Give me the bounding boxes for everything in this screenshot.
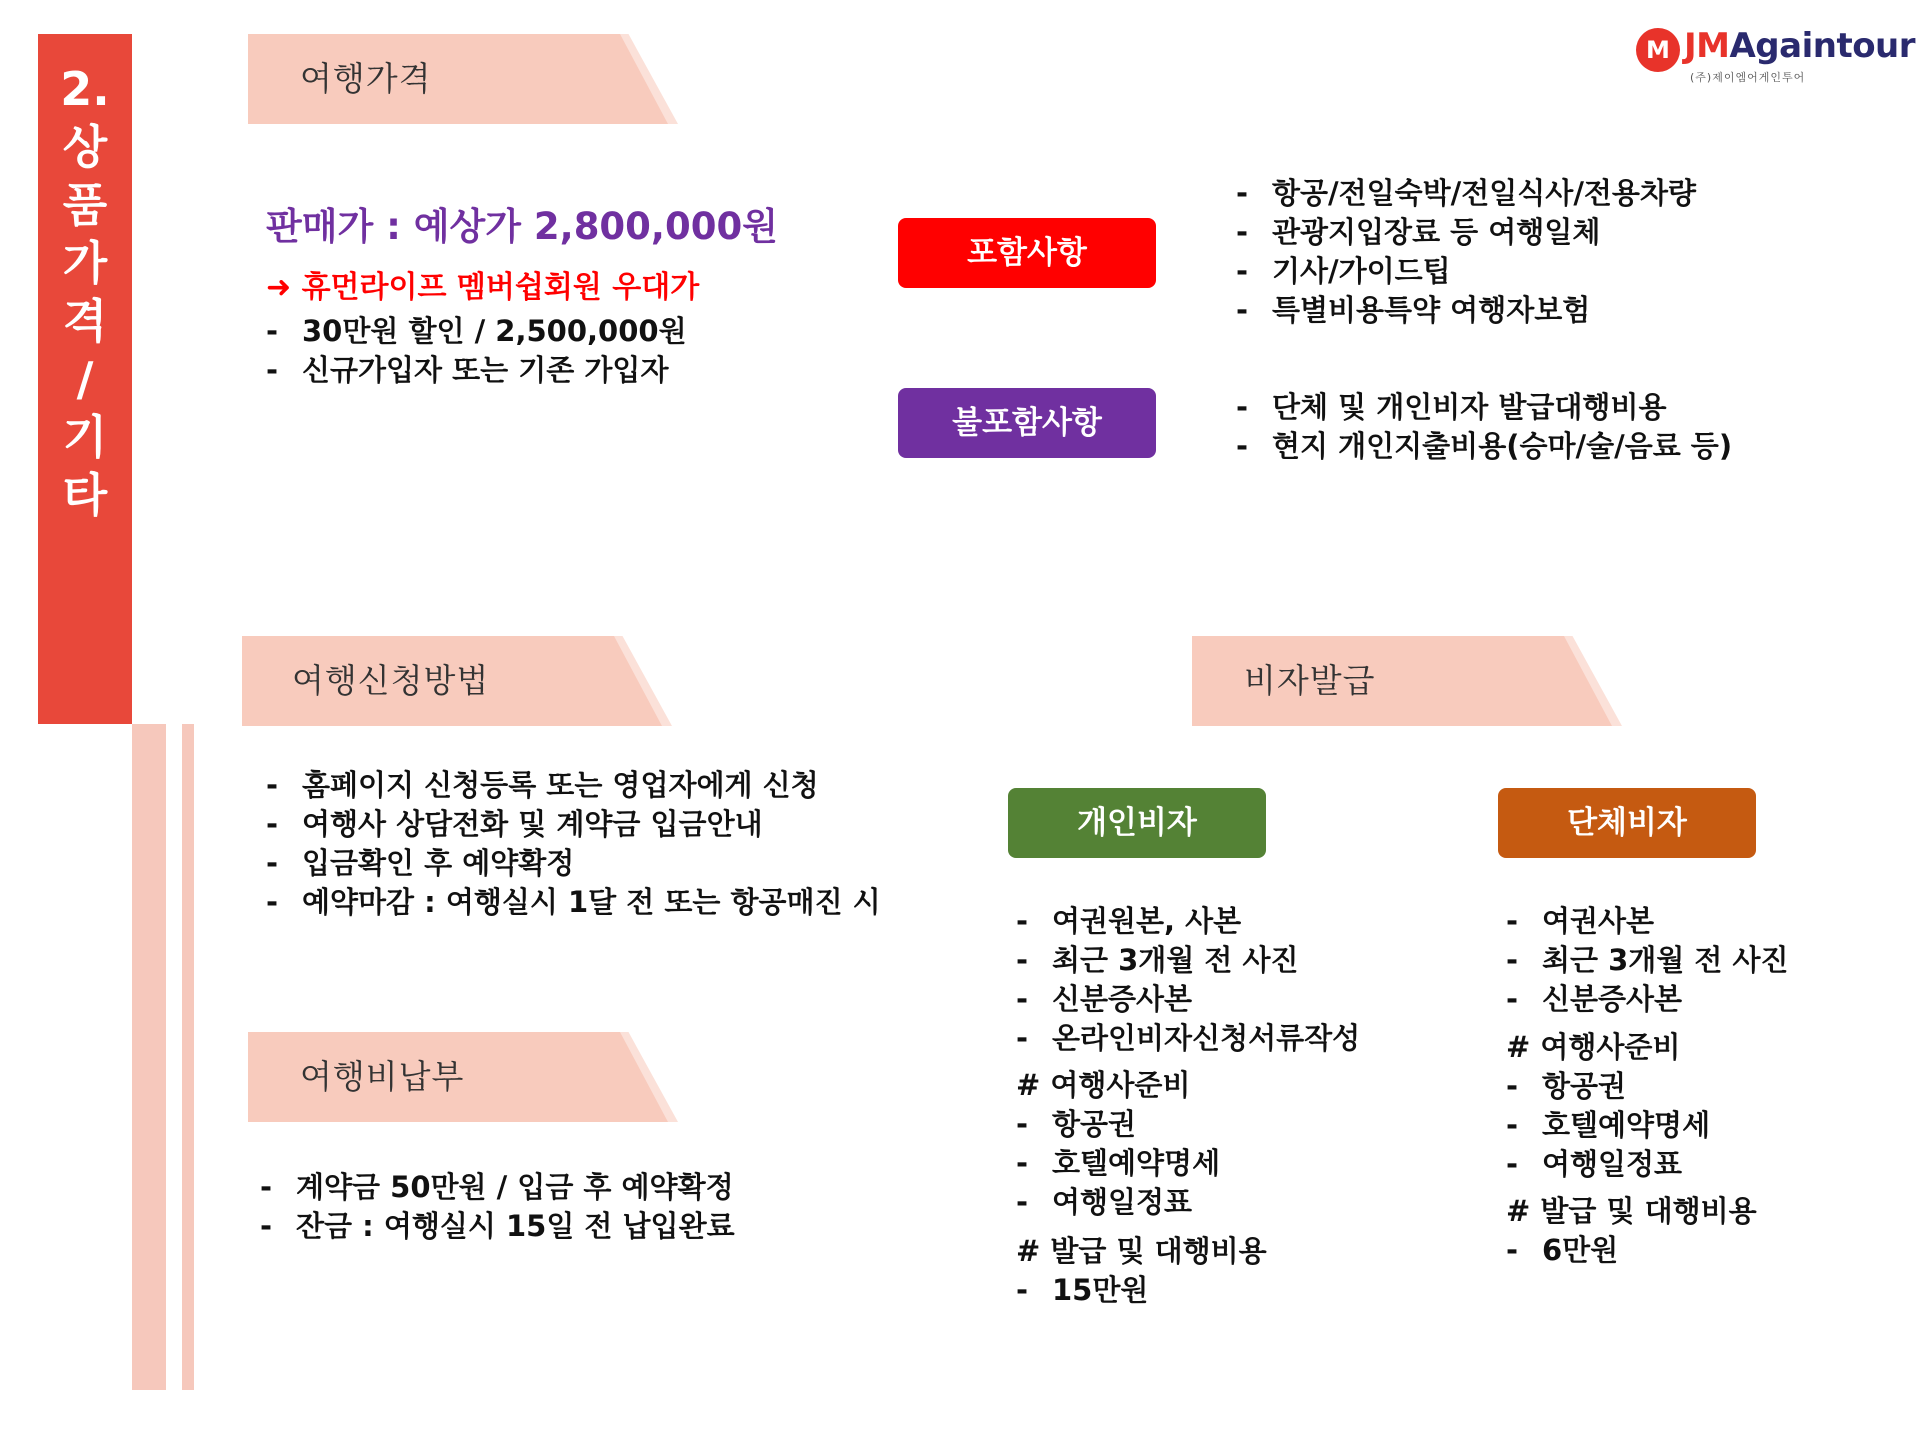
company-logo xyxy=(1636,24,1916,84)
list-item: - 기사/가이드팁 xyxy=(1236,252,1696,291)
list-item: - 여행일정표 xyxy=(1506,1145,1710,1184)
individual-visa-badge: 개인비자 xyxy=(1008,788,1266,858)
list-item: - 특별비용특약 여행자보험 xyxy=(1236,291,1696,330)
list-item: - 항공권 xyxy=(1016,1105,1220,1144)
section-title: 비자발급 xyxy=(1244,661,1376,700)
list-item: - 입금확인 후 예약확정 xyxy=(266,844,881,883)
list-item: - 신규가입자 또는 기존 가입자 xyxy=(266,351,687,390)
list-item: - 단체 및 개인비자 발급대행비용 xyxy=(1236,388,1732,427)
sale-price: 판매가 : 예상가 2,800,000원 xyxy=(266,205,778,248)
list-item: - 관광지입장료 등 여행일체 xyxy=(1236,213,1696,252)
list-item: - 신분증사본 xyxy=(1016,980,1360,1019)
list-item: - 여권사본 xyxy=(1506,902,1789,941)
price-detail-list xyxy=(266,312,687,390)
payment-list xyxy=(260,1168,735,1246)
individual-fee-list xyxy=(1016,1271,1148,1310)
list-item: - 여권원본, 사본 xyxy=(1016,902,1360,941)
section-header-apply xyxy=(242,636,672,726)
list-item: - 잔금 : 여행실시 15일 전 납입완료 xyxy=(260,1207,735,1246)
list-item: - 온라인비자신청서류작성 xyxy=(1016,1019,1360,1058)
decorative-stripe-right xyxy=(182,724,194,1390)
apply-method-list xyxy=(266,766,881,922)
individual-visa-docs xyxy=(1016,902,1360,1058)
member-discount-heading: ➜ 휴먼라이프 멤버쉽회원 우대가 xyxy=(266,270,700,305)
list-item: - 예약마감 : 여행실시 1달 전 또는 항공매진 시 xyxy=(266,883,881,922)
list-item: - 최근 3개월 전 사진 xyxy=(1016,941,1360,980)
list-item: - 여행일정표 xyxy=(1016,1183,1220,1222)
list-item: - 계약금 50만원 / 입금 후 예약확정 xyxy=(260,1168,735,1207)
section-title: 여행비납부 xyxy=(300,1057,465,1096)
excluded-badge: 불포함사항 xyxy=(898,388,1156,458)
included-list xyxy=(1236,174,1696,330)
logo-subtitle: (주)제이엠어게인투어 xyxy=(1690,71,1806,84)
logo-text xyxy=(1684,26,1915,66)
group-visa-docs xyxy=(1506,902,1789,1019)
decorative-stripe-left xyxy=(132,724,166,1390)
list-item: - 항공/전일숙박/전일식사/전용차량 xyxy=(1236,174,1696,213)
list-item: - 여행사 상담전화 및 계약금 입금안내 xyxy=(266,805,881,844)
excluded-list xyxy=(1236,388,1732,466)
section-title: 여행신청방법 xyxy=(292,661,490,700)
side-title: 2. 상 품 가 격 / 기 타 xyxy=(60,62,110,522)
individual-agency-heading: # 여행사준비 xyxy=(1016,1068,1191,1102)
section-header-visa xyxy=(1192,636,1622,726)
list-item: - 항공권 xyxy=(1506,1067,1710,1106)
group-agency-heading: # 여행사준비 xyxy=(1506,1030,1681,1064)
section-header-payment xyxy=(248,1032,678,1122)
included-badge: 포함사항 xyxy=(898,218,1156,288)
group-agency-list xyxy=(1506,1067,1710,1184)
list-item: - 6만원 xyxy=(1506,1231,1618,1270)
group-fee-list xyxy=(1506,1231,1618,1270)
group-fee-heading: # 발급 및 대행비용 xyxy=(1506,1194,1757,1228)
group-visa-badge: 단체비자 xyxy=(1498,788,1756,858)
list-item: - 15만원 xyxy=(1016,1271,1148,1310)
list-item: - 호텔예약명세 xyxy=(1016,1144,1220,1183)
individual-fee-heading: # 발급 및 대행비용 xyxy=(1016,1234,1267,1268)
section-header-price xyxy=(248,34,678,124)
list-item: - 신분증사본 xyxy=(1506,980,1789,1019)
list-item: - 홈페이지 신청등록 또는 영업자에게 신청 xyxy=(266,766,881,805)
list-item: - 호텔예약명세 xyxy=(1506,1106,1710,1145)
section-title: 여행가격 xyxy=(300,59,432,98)
logo-brand-jm: JM xyxy=(1684,26,1730,66)
logo-brand-rest: Againtour xyxy=(1729,26,1916,66)
individual-agency-list xyxy=(1016,1105,1220,1222)
list-item: - 현지 개인지출비용(승마/술/음료 등) xyxy=(1236,427,1732,466)
logo-mark: M xyxy=(1636,28,1680,72)
list-item: - 최근 3개월 전 사진 xyxy=(1506,941,1789,980)
list-item: - 30만원 할인 / 2,500,000원 xyxy=(266,312,687,351)
